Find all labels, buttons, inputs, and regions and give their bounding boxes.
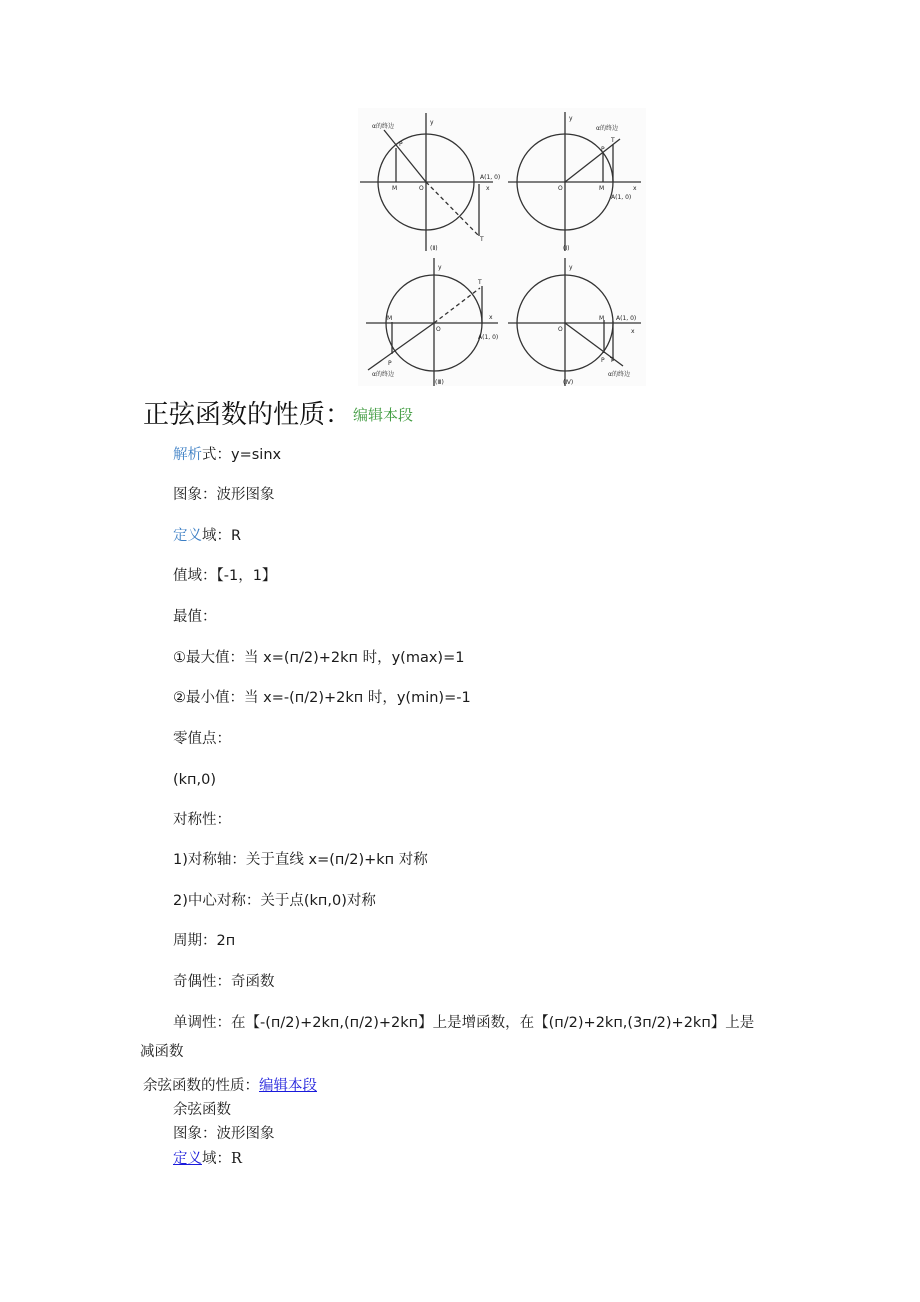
sine-section-title: 正弦函数的性质：	[143, 400, 352, 430]
svg-text:(Ⅱ): (Ⅱ)	[430, 245, 438, 252]
svg-text:O: O	[436, 326, 441, 333]
panel-quadrant-2	[360, 113, 493, 251]
property-domain: 定义域：R	[173, 528, 242, 544]
property-zeros: 零值点：	[173, 731, 231, 747]
svg-text:y: y	[569, 264, 573, 271]
svg-text:α的终边: α的终边	[596, 125, 618, 132]
cosine-graph: 图象：波形图象	[173, 1126, 275, 1142]
svg-text:A(1, 0): A(1, 0)	[616, 315, 637, 322]
panel-quadrant-1	[508, 112, 641, 251]
property-parity: 奇偶性：奇函数	[173, 974, 275, 990]
cosine-section-heading	[143, 1076, 317, 1096]
property-max: ①最大值：当 x=(п/2)+2kп 时，y(max)=1	[173, 650, 465, 666]
property-monotonicity: 单调性：在【-(п/2)+2kп,(п/2)+2kп】上是增函数，在【(п/2)+2kп,(3п/2)+2kп】上是	[173, 1015, 755, 1031]
panel-quadrant-4-labels	[558, 264, 636, 386]
svg-text:T: T	[611, 137, 615, 144]
svg-text:x: x	[489, 314, 493, 321]
link-dingyi[interactable]: 定义	[173, 528, 202, 544]
svg-text:M: M	[392, 185, 398, 192]
property-graph: 图象：波形图象	[173, 487, 275, 503]
svg-text:x: x	[631, 328, 635, 335]
svg-text:P: P	[388, 360, 392, 367]
svg-text:x: x	[486, 185, 490, 192]
property-monotonicity-continued: 减函数	[140, 1044, 184, 1060]
cosine-edit-section-link[interactable]: 编辑本段	[259, 1078, 317, 1094]
property-symmetry-center: 2)中心对称：关于点(kп,0)对称	[173, 893, 376, 909]
panel-quadrant-4	[508, 258, 641, 386]
svg-text:O: O	[419, 185, 424, 192]
property-min: ②最小值：当 x=-(п/2)+2kп 时，y(min)=-1	[173, 690, 471, 706]
property-period: 周期：2п	[173, 933, 236, 949]
svg-text:A(1, 0): A(1, 0)	[478, 334, 499, 341]
svg-text:(Ⅳ): (Ⅳ)	[563, 379, 574, 386]
svg-text:x: x	[633, 185, 637, 192]
svg-text:P: P	[601, 146, 605, 153]
cosine-name: 余弦函数	[173, 1102, 231, 1118]
svg-text:P: P	[399, 141, 403, 148]
panel-quadrant-1-labels	[558, 115, 637, 252]
svg-text:y: y	[438, 264, 442, 271]
panel-quadrant-3-labels	[372, 264, 498, 386]
svg-text:M: M	[387, 315, 393, 322]
property-extrema: 最值：	[173, 609, 217, 625]
svg-text:T: T	[610, 357, 614, 364]
svg-text:α的终边: α的终边	[372, 371, 394, 378]
sine-section-heading	[143, 398, 413, 432]
svg-text:O: O	[558, 185, 563, 192]
svg-text:T: T	[478, 279, 482, 286]
svg-text:(Ⅲ): (Ⅲ)	[435, 379, 444, 386]
svg-text:α的终边: α的终边	[608, 371, 630, 378]
property-range: 值域：【-1，1】	[173, 568, 277, 584]
svg-text:M: M	[599, 315, 605, 322]
property-symmetry: 对称性：	[173, 812, 231, 828]
svg-text:α的终边: α的终边	[372, 123, 394, 130]
edit-section-link[interactable]: 编辑本段	[353, 406, 414, 424]
svg-text:A(1, 0): A(1, 0)	[480, 174, 501, 181]
svg-text:P: P	[601, 357, 605, 364]
unit-circle-figure	[358, 108, 646, 386]
property-formula: 解析式：y=sinx	[173, 447, 282, 463]
svg-text:y: y	[569, 115, 573, 122]
cosine-section-title: 余弦函数的性质：	[143, 1078, 259, 1094]
svg-text:A(1, 0): A(1, 0)	[611, 194, 632, 201]
svg-text:M: M	[599, 185, 605, 192]
property-zeros-value: (kп,0)	[173, 772, 217, 788]
link-jiexi[interactable]: 解析	[173, 447, 202, 463]
cosine-domain: 定义域：R	[173, 1151, 242, 1167]
svg-text:y: y	[430, 119, 434, 126]
svg-text:O: O	[558, 326, 563, 333]
svg-text:(Ⅰ): (Ⅰ)	[563, 245, 570, 252]
panel-quadrant-3	[366, 258, 498, 386]
svg-text:T: T	[480, 236, 484, 243]
cosine-link-dingyi[interactable]: 定义	[173, 1151, 202, 1167]
property-symmetry-axis: 1)对称轴：关于直线 x=(п/2)+kп 对称	[173, 852, 428, 868]
